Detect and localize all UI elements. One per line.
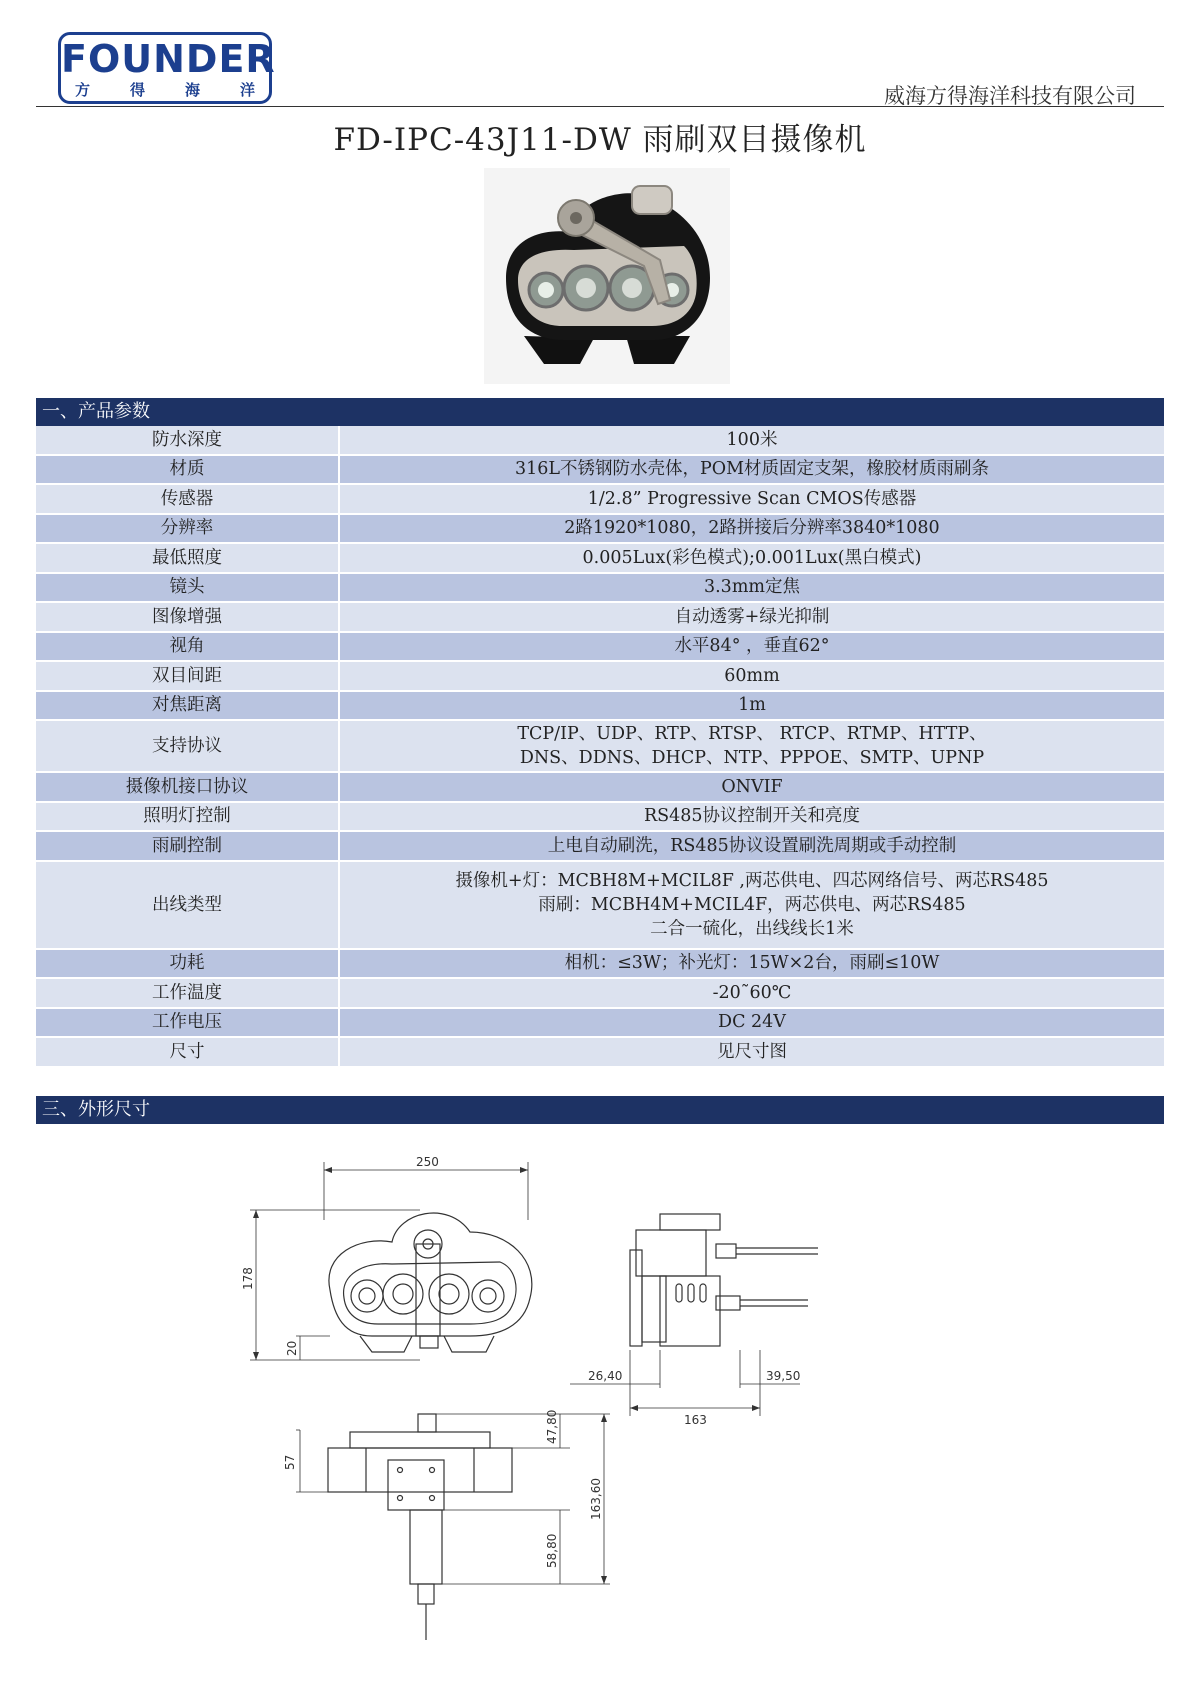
dim-label-height: 178 <box>241 1267 255 1290</box>
table-row <box>36 1037 1164 1067</box>
spec-value: 上电自动刷洗，RS485协议设置刷洗周期或手动控制 <box>339 831 1164 861</box>
spec-label: 雨刷控制 <box>36 831 339 861</box>
spec-value-line: 摄像机+灯：MCBH8M+MCIL8F ,两芯供电、四芯网络信号、两芯RS485 <box>455 870 1049 891</box>
spec-value: DC 24V <box>339 1008 1164 1038</box>
spec-value: 1m <box>339 691 1164 721</box>
logo-char: 方 <box>75 81 91 99</box>
spec-value: 2路1920*1080，2路拼接后分辨率3840*1080 <box>339 514 1164 544</box>
spec-table <box>36 426 1164 1068</box>
table-row <box>36 632 1164 662</box>
spec-label: 照明灯控制 <box>36 802 339 832</box>
table-row <box>36 1008 1164 1038</box>
table-row <box>36 484 1164 514</box>
product-photo <box>484 168 730 384</box>
table-row <box>36 831 1164 861</box>
company-name: 威海方得海洋科技有限公司 <box>884 84 1136 108</box>
dim-label-front-offset: 26,40 <box>588 1369 623 1383</box>
spec-value: ONVIF <box>339 772 1164 802</box>
spec-label: 工作电压 <box>36 1008 339 1038</box>
spec-value-line: 二合一硫化，出线线长1米 <box>650 918 854 939</box>
spec-label: 传感器 <box>36 484 339 514</box>
table-row <box>36 949 1164 979</box>
dim-label-foot: 20 <box>285 1340 299 1356</box>
spec-label: 对焦距离 <box>36 691 339 721</box>
spec-label: 尺寸 <box>36 1037 339 1067</box>
table-row <box>36 543 1164 573</box>
spec-value-line: 雨刷：MCBH4M+MCIL4F，两芯供电、两芯RS485 <box>538 894 966 915</box>
header-divider <box>36 106 1164 107</box>
table-row <box>36 772 1164 802</box>
top-view <box>296 1414 610 1640</box>
logo-char: 得 <box>129 81 145 99</box>
spec-value-line: TCP/IP、UDP、RTP、RTSP、 RTCP、RTMP、HTTP、 <box>517 724 987 744</box>
spec-label: 分辨率 <box>36 514 339 544</box>
spec-label: 镜头 <box>36 573 339 603</box>
spec-label: 图像增强 <box>36 602 339 632</box>
dim-label-top-upper: 47,80 <box>545 1409 559 1444</box>
document-title: FD-IPC-43J11-DW 雨刷双目摄像机 <box>333 122 867 158</box>
spec-label: 出线类型 <box>36 861 339 949</box>
spec-value: 100米 <box>339 426 1164 455</box>
dim-label-top-body: 57 <box>283 1454 297 1470</box>
spec-value: RS485协议控制开关和亮度 <box>339 802 1164 832</box>
spec-value: 316L不锈钢防水壳体，POM材质固定支架，橡胶材质雨刷条 <box>339 455 1164 485</box>
table-row <box>36 720 1164 772</box>
company-logo <box>58 32 276 104</box>
spec-value: 自动透雾+绿光抑制 <box>339 602 1164 632</box>
spec-value: 相机：≤3W；补光灯：15W×2台，雨刷≤10W <box>339 949 1164 979</box>
table-row <box>36 661 1164 691</box>
dimension-drawing <box>0 1140 1200 1696</box>
dim-label-depth: 163 <box>684 1413 707 1427</box>
spec-value: -20˜60℃ <box>339 978 1164 1008</box>
spec-label: 视角 <box>36 632 339 662</box>
spec-label: 功耗 <box>36 949 339 979</box>
section-header-dimensions: 三、外形尺寸 <box>36 1096 1164 1124</box>
spec-label: 双目间距 <box>36 661 339 691</box>
spec-label: 防水深度 <box>36 426 339 455</box>
section-header-params: 一、产品参数 <box>36 398 1164 426</box>
spec-label: 摄像机接口协议 <box>36 772 339 802</box>
table-row <box>36 802 1164 832</box>
table-row <box>36 602 1164 632</box>
table-row <box>36 691 1164 721</box>
front-view <box>250 1162 532 1360</box>
spec-value <box>339 720 1164 772</box>
spec-label: 最低照度 <box>36 543 339 573</box>
spec-label: 支持协议 <box>36 720 339 772</box>
spec-label: 材质 <box>36 455 339 485</box>
table-row <box>36 573 1164 603</box>
dim-label-width: 250 <box>416 1155 439 1169</box>
table-row <box>36 455 1164 485</box>
dim-label-rear-offset: 39,50 <box>766 1369 801 1383</box>
logo-wordmark: FOUNDER <box>61 37 276 81</box>
table-row <box>36 514 1164 544</box>
spec-value: 3.3mm定焦 <box>339 573 1164 603</box>
spec-value-line: DNS、DDNS、DHCP、NTP、PPPOE、SMTP、UPNP <box>519 748 985 768</box>
table-row <box>36 978 1164 1008</box>
spec-value <box>339 861 1164 949</box>
table-row <box>36 426 1164 455</box>
spec-label: 工作温度 <box>36 978 339 1008</box>
spec-value: 60mm <box>339 661 1164 691</box>
spec-value: 1/2.8” Progressive Scan CMOS传感器 <box>339 484 1164 514</box>
dim-label-top-total: 163,60 <box>589 1478 603 1520</box>
logo-char: 洋 <box>239 81 255 99</box>
logo-char: 海 <box>184 81 200 99</box>
dim-label-top-lower: 58,80 <box>545 1533 559 1568</box>
spec-value: 见尺寸图 <box>339 1037 1164 1067</box>
spec-value: 水平84° ，垂直62° <box>339 632 1164 662</box>
side-view <box>570 1214 818 1416</box>
spec-value: 0.005Lux(彩色模式);0.001Lux(黑白模式) <box>339 543 1164 573</box>
logo-subtitle <box>75 79 255 100</box>
table-row <box>36 861 1164 949</box>
